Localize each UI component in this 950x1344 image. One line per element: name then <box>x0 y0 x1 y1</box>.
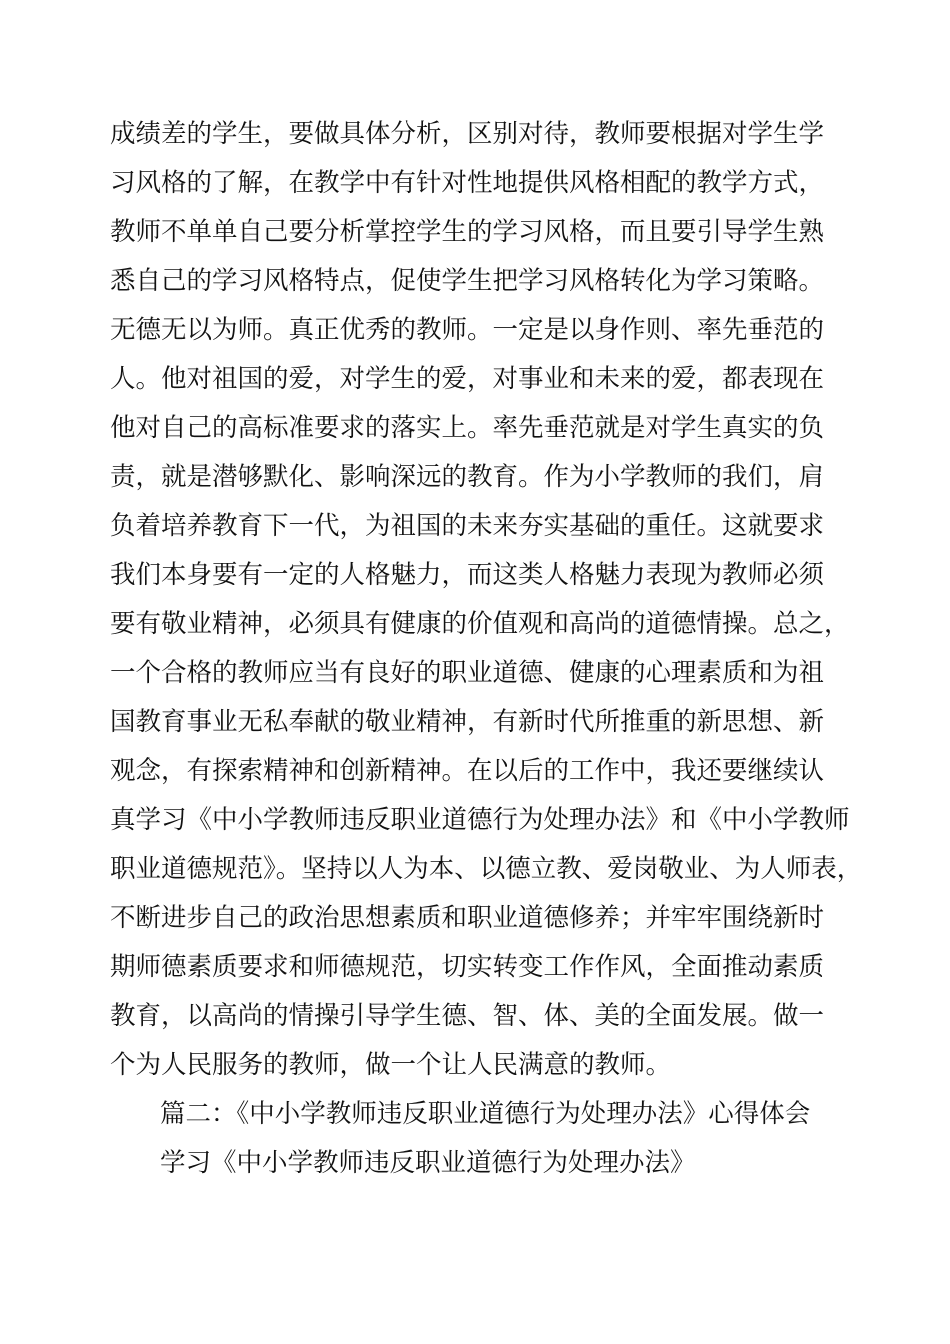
body-text-line: 我们本身要有一定的人格魅力，而这类人格魅力表现为教师必须 <box>110 560 825 590</box>
body-text-line: 真学习《中小学教师违反职业道德行为处理办法》和《中小学教师 <box>110 805 850 835</box>
body-text-line: 他对自己的高标准要求的落实上。率先垂范就是对学生真实的负 <box>110 413 825 443</box>
body-text-line: 一个合格的教师应当有良好的职业道德、健康的心理素质和为祖 <box>110 658 825 688</box>
body-text-line: 国教育事业无私奉献的敬业精神，有新时代所推重的新思想、新 <box>110 707 825 737</box>
body-text-line: 个为人民服务的教师，做一个让人民满意的教师。 <box>110 1050 672 1080</box>
body-text-line: 责，就是潜够默化、影响深远的教育。作为小学教师的我们，肩 <box>110 462 825 492</box>
body-text-line: 要有敬业精神，必须具有健康的价值观和高尚的道德情操。总之， <box>110 609 850 639</box>
body-text-line: 期师德素质要求和师德规范，切实转变工作作风，全面推动素质 <box>110 952 825 982</box>
body-text-line: 无德无以为师。真正优秀的教师。一定是以身作则、率先垂范的 <box>110 315 825 345</box>
body-text-line: 人。他对祖国的爱，对学生的爱，对事业和未来的爱，都表现在 <box>110 364 825 394</box>
body-text-line: 职业道德规范》。坚持以人为本、以德立教、爱岗敬业、为人师表， <box>110 854 863 884</box>
body-text-line: 不断进步自己的政治思想素质和职业道德修养；并牢牢围绕新时 <box>110 903 825 933</box>
body-text-line: 教育，以高尚的情操引导学生德、智、体、美的全面发展。做一 <box>110 1001 825 1031</box>
body-text-line: 负着培养教育下一代，为祖国的未来夯实基础的重任。这就要求 <box>110 511 825 541</box>
body-text-line: 观念，有探索精神和创新精神。在以后的工作中，我还要继续认 <box>110 756 825 786</box>
body-text-line: 习风格的了解，在教学中有针对性地提供风格相配的教学方式， <box>110 168 825 198</box>
section-subheading: 学习《中小学教师违反职业道德行为处理办法》 <box>160 1148 696 1178</box>
body-text-line: 成绩差的学生，要做具体分析，区别对待，教师要根据对学生学 <box>110 119 825 149</box>
section-heading: 篇二：《中小学教师违反职业道德行为处理办法》心得体会 <box>160 1099 811 1129</box>
body-text-line: 悉自己的学习风格特点，促使学生把学习风格转化为学习策略。 <box>110 266 825 296</box>
body-text-line: 教师不单单自己要分析掌控学生的学习风格，而且要引导学生熟 <box>110 217 825 247</box>
